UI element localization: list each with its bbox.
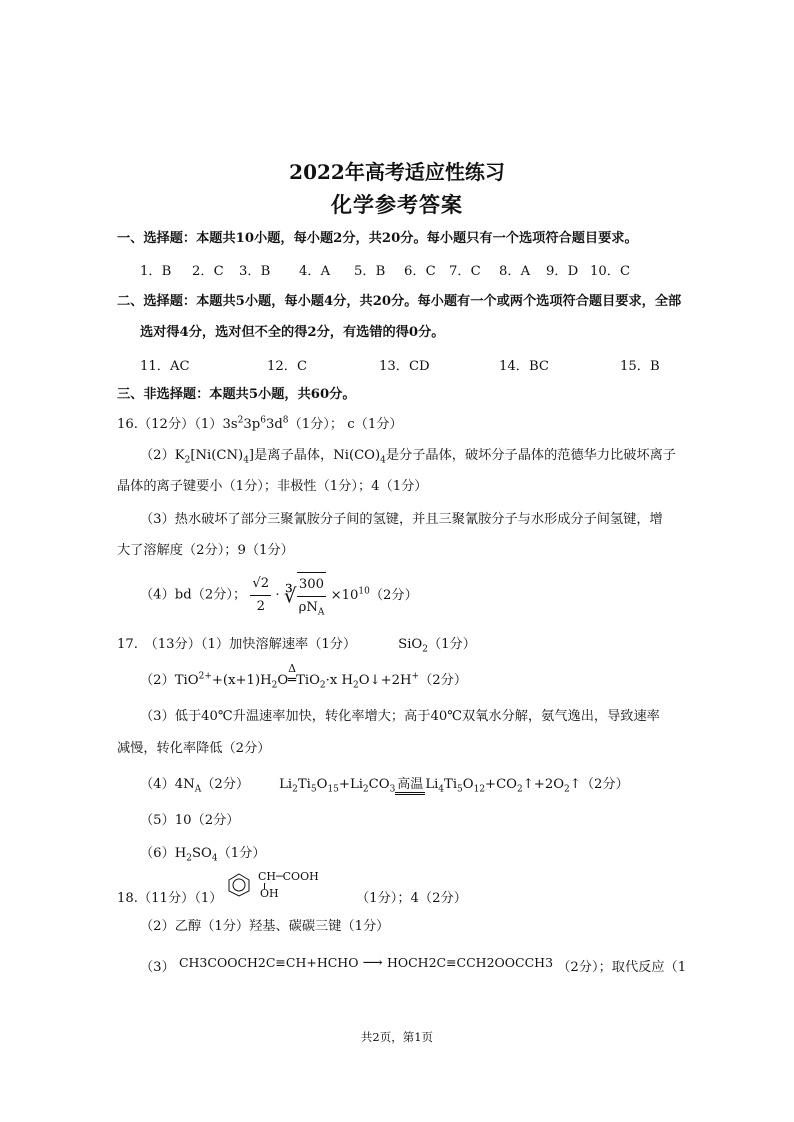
q16-line3: 晶体的离子键要小（1分）；非极性（1分）；4（1分） bbox=[117, 479, 428, 494]
q16-line2: $(2)K_2[Ni(CN)_4]$是离子晶体，$Ni(CO)_4$是分子晶体，破坏分子晶体的范德华力比破坏离子 bbox=[140, 448, 676, 466]
mc-answer: 1．B bbox=[140, 264, 172, 279]
q18-line1-rest: （1分）；4（2分） bbox=[356, 891, 467, 906]
benzene-ring-icon bbox=[226, 872, 252, 898]
mc-answer: 11．AC bbox=[140, 359, 190, 374]
q16-line1: 16.（12分）$(1)3s^23p^63d^8(1$分）； c（1分） bbox=[117, 415, 403, 432]
cube-root-icon: ∛ bbox=[283, 583, 297, 608]
section3-heading: 三、非选择题：本题共5小题，共60分。 bbox=[117, 387, 356, 402]
q17-line2: $(2)TiO^{2+}+(x+1)H_2O$ Δ ═TiO$_2$·x $H_2O↓+2H^+(2$分） bbox=[140, 662, 468, 691]
fraction-under-root: $\frac{300}{\rho N_A}$ bbox=[297, 572, 327, 619]
mc-answer: 12．C bbox=[267, 359, 308, 374]
q17-line6: （5）10（2分） bbox=[140, 813, 240, 828]
mc-answer: 15．B bbox=[620, 359, 660, 374]
q17-line1: 17. （13分）（1）加快溶解速率（1分） SiO$_2$（1分） bbox=[117, 637, 476, 655]
q16-line4: （3）热水破坏了部分三聚氰胺分子间的氢键，并且三聚氰胺分子与水形成分子间氢键，增 bbox=[140, 512, 663, 527]
page-title: 2022年高考适应性练习 bbox=[289, 160, 505, 184]
mc-answer: 10．C bbox=[590, 264, 631, 279]
heating-condition: Δ ═ bbox=[288, 662, 297, 688]
q18-line1-label: 18.（11分）（1） bbox=[117, 891, 223, 906]
mc-answer: 5．B bbox=[354, 264, 386, 279]
q17-line3: （3）低于40℃升温速率加快，转化率增大；高于40℃双氧水分解，氨气逸出，导致速率 bbox=[140, 709, 660, 724]
mc-answer: 7．C bbox=[449, 264, 481, 279]
mc-answer: 3．B bbox=[239, 264, 271, 279]
q17-line4: 减慢，转化率降低（2分） bbox=[117, 741, 271, 756]
section1-heading: 一、选择题：本题共10小题，每小题2分，共20分。每小题只有一个选项符合题目要求。 bbox=[117, 231, 638, 246]
high-temperature-condition: 高温 bbox=[395, 777, 425, 795]
q18-line2: （2）乙醇（1分）羟基、碳碳三键（1分） bbox=[140, 919, 390, 934]
page-subtitle: 化学参考答案 bbox=[331, 192, 463, 217]
q17-line7: $(6)H_2SO_4(1$分） bbox=[140, 846, 266, 864]
fraction-root2-over-2: $\frac{√2}{2}$ bbox=[250, 573, 271, 618]
structure-hydroxyl: OH bbox=[260, 887, 279, 900]
mc-answer: 8．A bbox=[499, 264, 531, 279]
mc-answer: 14．BC bbox=[499, 359, 549, 374]
mc-answer: 4．A bbox=[299, 264, 331, 279]
section2-heading-cont: 选对得4分，选对但不全的得2分，有选错的得0分。 bbox=[140, 325, 445, 340]
q16-line6: （4）bd（2分）； $\frac{√2}{2}$ · ∛ $\frac{300}{\rho N_A}$ $\times 10^{10}(2$分） bbox=[140, 572, 418, 619]
q18-line3: （3） CH3COOCH2C≡CH+HCHO ⟶ HOCH2C≡CCH2OOCCH3 （2分）；取代反应（1 bbox=[140, 955, 687, 975]
structure-side-chain: CH─COOH bbox=[258, 870, 319, 883]
mc-answer: 6．C bbox=[404, 264, 436, 279]
section2-heading: 二、选择题：本题共5小题，每小题4分，共20分。每小题有一个或两个选项符合题目要求，全部 bbox=[117, 294, 682, 309]
mc-answer: 9．D bbox=[546, 264, 579, 279]
page-footer: 共2页，第1页 bbox=[360, 1030, 434, 1044]
mc-answer: 13．CD bbox=[379, 359, 430, 374]
q16-line5: 大了溶解度（2分）；9（1分） bbox=[117, 543, 294, 558]
mc-answer: 2．C bbox=[192, 264, 224, 279]
q17-line5: $(4)4N_A(2$分） $Li_2Ti_5O_{15}+Li_2CO_3$ 高温 $Li_4Ti_5O_{12}+CO_2↑+2O_2↑(2$分） bbox=[140, 777, 629, 795]
